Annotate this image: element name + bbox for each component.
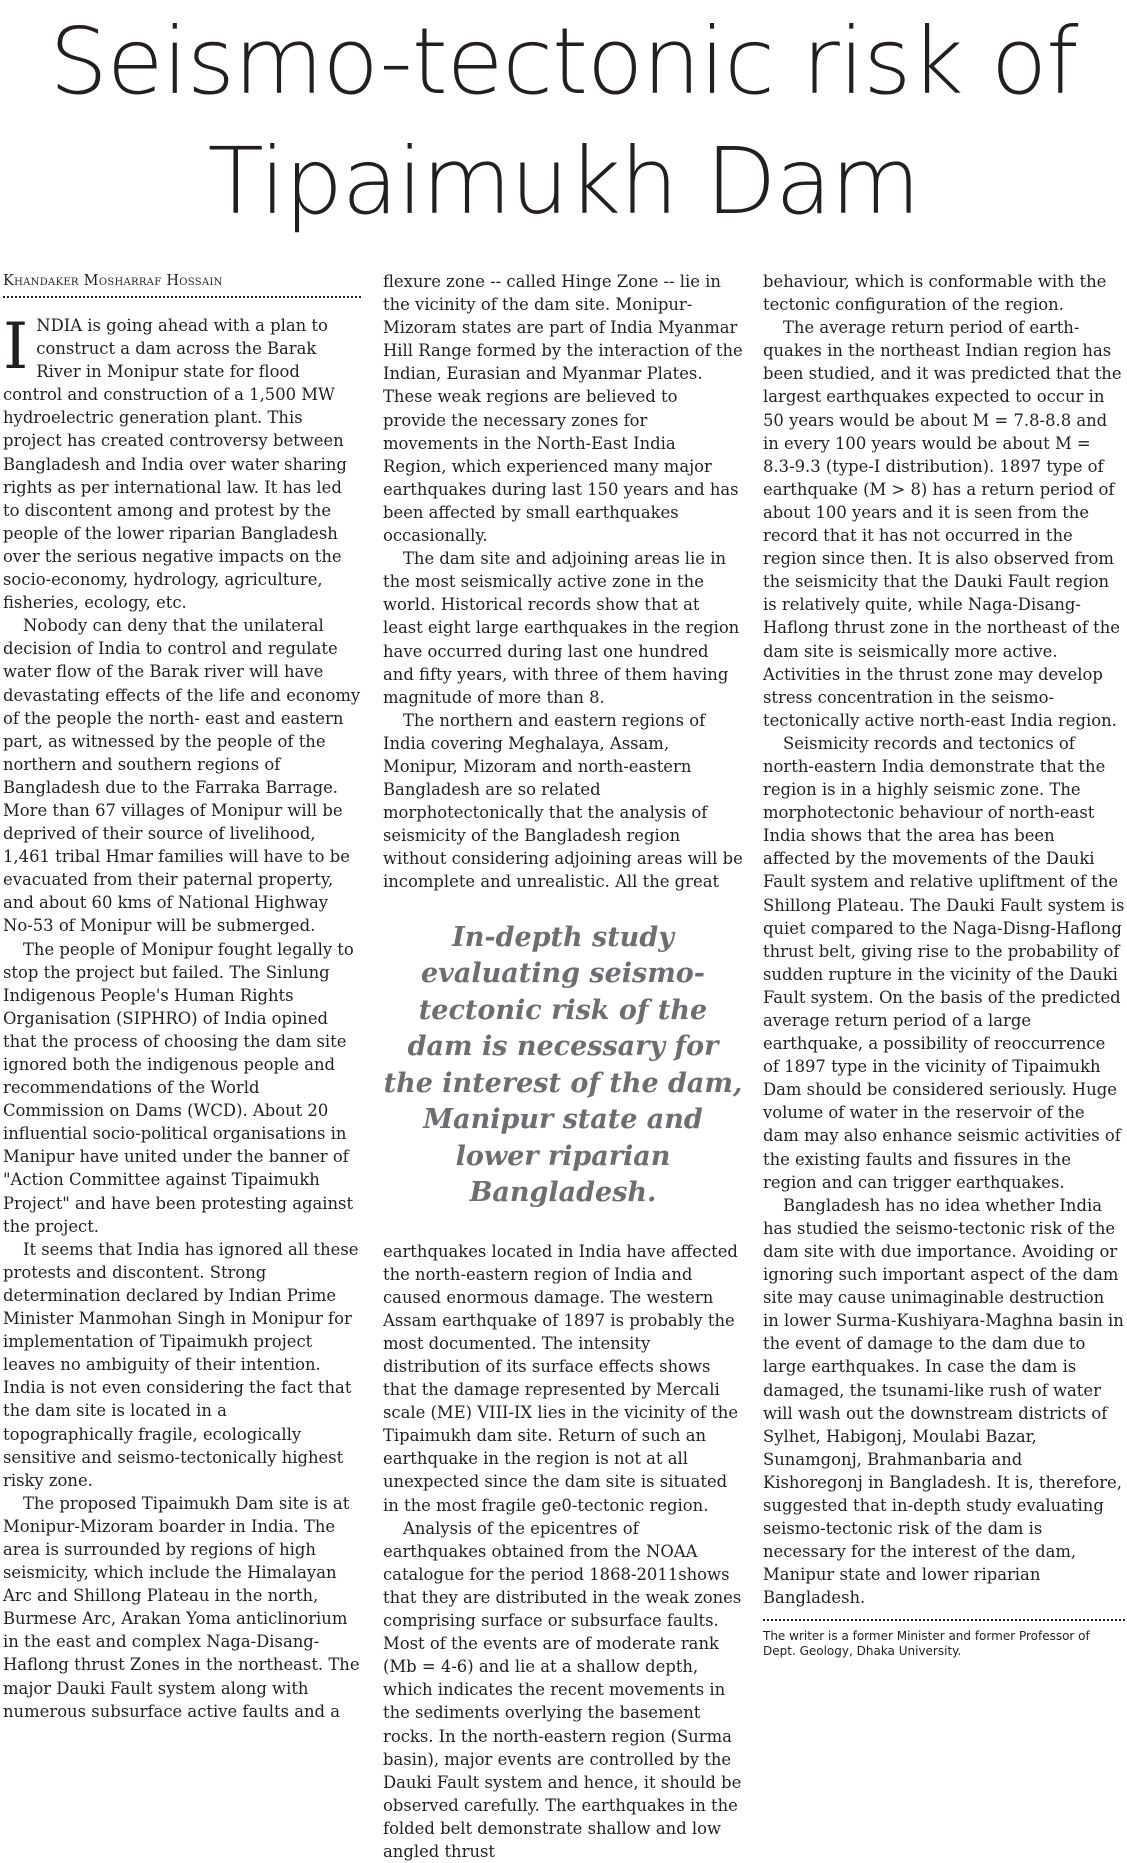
paragraph-2: Nobody can deny that the unilateral decision of India to control and regulate water flow of the Barak river will have devastating effects of the life and economy of the people the north- east and eastern part, as witnessed by the people of the northern and southern regions of Bangladesh due to the Farraka Barrage. More than 67 villages of Monipur will be deprived of their source of livelihood, 1,461 tribal Hmar families will have to be evacuated from their paternal property, and about 60 kms of National Highway No-53 of Monipur will be submerged. (3, 616, 361, 936)
paragraph-4: It seems that India has ignored all these protests and discontent. Strong determination declared by Indian Prime Minister Manmohan Singh in Monipur for implementation of Tipaimukh project leaves no ambiguity of their intention. India is not even considering the fact that the dam site is located in a topographically fragile, ecologically sensitive and seismo-tectonically highest risky zone. (3, 1239, 359, 1490)
article-headline: Seismo-tectonic risk of Tipaimukh Dam (49, 8, 1078, 235)
author-byline: Khandaker Mosharraf Hossain (3, 273, 223, 289)
pull-quote: In-depth study evaluating seismo-tectonic risk of the dam is necessary for the interest of the dam, Manipur state and lower riparian Bangladesh. (383, 921, 743, 1209)
footnote-dotted-rule (763, 1619, 1125, 1621)
author-footnote: The writer is a former Minister and former Professor of Dept. Geology, Dhaka University. (763, 1629, 1090, 1659)
paragraph-14: Bangladesh has no idea whether India has studied the seismo-tectonic risk of the dam site with due importance. Avoiding or ignoring such important aspect of the dam site may cause unimaginable destruction in lower Surma-Kushiyara-Maghna basin in the event of damage to the dam due to large earthquakes. In case the dam is damaged, the tsunami-like rush of water will wash out the downstream districts of Sylhet, Habigonj, Moulabi Bazar, Sunamgonj, Brahmanbaria and Kishoregonj in Bangladesh. It is, therefore, suggested that in-depth study evaluating seismo-tectonic risk of the dam is necessary for the interest of the dam, Manipur state and lower riparian Bangladesh. (763, 1195, 1124, 1608)
paragraph-1-text: NDIA is going ahead with a plan to construct a dam across the Barak River in Monipur state for flood control and construction of a 1,500 MW hydroelectric generation plant. This project has created controversy between Bangladesh and India over water sharing rights as per international law. It has led to discontent among and protest by the people of the lower riparian Bangladesh over the serious negative impacts on the socio-economy, hydrology, agriculture, fisheries, ecology, etc. (3, 316, 347, 613)
paragraph-6: flexure zone -- called Hinge Zone -- lie in the vicinity of the dam site. Monipur-Mizoram states are part of India Myanmar Hill Range formed by the interaction of the Indian, Eurasian and Myanmar Plates. These weak regions are believed to provide the necessary zones for movements in the North-East India Region, which experienced many major earthquakes during last 150 years and has been affected by small earthquakes occasionally. (383, 272, 743, 546)
paragraph-12: The average return period of earth-quakes in the northeast Indian region has been studied, and it was predicted that the largest earthquakes expected to occur in 50 years would be about M = 7.8-8.8 and in every 100 years would be about M = 8.3-9.3 (type-I distribution). 1897 type of earthquake (M > 8) has a return period of about 100 years and it is seen from the record that it has not occurred in the region since then. It is also observed from the seismicity that the Dauki Fault region is relatively quite, while Naga-Disang-Haflong thrust zone in the northeast of the dam site is seismically more active. Activities in the thrust zone may develop stress concentration in the seismo-tectonically active north-east India region. (763, 318, 1122, 730)
article-column-3 (763, 270, 1125, 1722)
byline-dotted-rule (3, 296, 361, 298)
paragraph-7: The dam site and adjoining areas lie in the most seismically active zone in the world. Historical records show that at least eight large earthquakes in the region have occurred during last one hundred and fifty years, with three of them having magnitude of more than 8. (383, 549, 740, 707)
paragraph-3: The people of Monipur fought legally to stop the project but failed. The Sinlung Indigenous People's Human Rights Organisation (SIPHRO) of India opined that the process of choosing the dam site ignored both the indigenous people and recommendations of the World Commission on Dams (WCD). About 20 influential socio-political organisations in Manipur have united under the banner of "Action Committee against Tipaimukh Project" and have been protesting against the project. (3, 939, 354, 1236)
article-column-1 (3, 270, 361, 1722)
paragraph-1 (3, 310, 361, 614)
paragraph-8: The northern and eastern regions of India covering Meghalaya, Assam, Monipur, Mizoram and north-eastern Bangladesh are so related morphotectonically that the analysis of seismicity of the Bangladesh region without considering adjoining areas will be incomplete and unrealistic. All the great (383, 710, 743, 892)
paragraph-13: Seismicity records and tectonics of north-eastern India demonstrate that the region is in a highly seismic zone. The morphotectonic behaviour of north-east India shows that the area has been affected by the movements of the Dauki Fault system and relative upliftment of the Shillong Plateau. The Dauki Fault system is quiet compared to the Naga-Disng-Haflong thrust belt, giving rise to the probability of sudden rupture in the vicinity of the Dauki Fault system. On the basis of the predicted average return period of a large earthquake, a possibility of reoccurrence of 1897 type in the vicinity of Tipaimukh Dam should be considered seriously. Huge volume of water in the reservoir of the dam may also enhance seismic activities of the existing faults and fissures in the region and can trigger earthquakes. (763, 733, 1125, 1192)
paragraph-10: Analysis of the epicentres of earthquakes obtained from the NOAA catalogue for the period 1868-2011shows that they are distributed in the weak zones comprising surface or subsurface faults. Most of the events are of moderate rank (Mb = 4-6) and lie at a shallow depth, which indicates the recent movements in the sediments overlying the basement rocks. In the north-eastern region (Surma basin), major events are controlled by the Dauki Fault system and hence, it should be observed carefully. The earthquakes in the folded belt demonstrate shallow and low angled thrust (383, 1518, 742, 1861)
paragraph-5: The proposed Tipaimukh Dam site is at Monipur-Mizoram boarder in India. The area is surrounded by regions of high seismicity, which include the Himalayan Arc and Shillong Plateau in the north, Burmese Arc, Arakan Yoma anticlinorium in the east and complex Naga-Disang-Haflong thrust Zones in the northeast. The major Dauki Fault system along with numerous subsurface active faults and a (3, 1493, 360, 1721)
article-column-2 (383, 270, 743, 1861)
paragraph-9: earthquakes located in India have affected the north-eastern region of India and caused enormous damage. The western Assam earthquake of 1897 is probably the most documented. The intensity distribution of its surface effects shows that the damage represented by Mercali scale (ME) VIII-IX lies in the vicinity of the Tipaimukh dam site. Return of such an earthquake in the region is not at all unexpected since the dam site is situated in the most fragile ge0-tectonic region. (383, 1241, 739, 1515)
drop-cap: I (3, 310, 29, 384)
paragraph-11: behaviour, which is conformable with the tectonic configuration of the region. (763, 272, 1107, 315)
